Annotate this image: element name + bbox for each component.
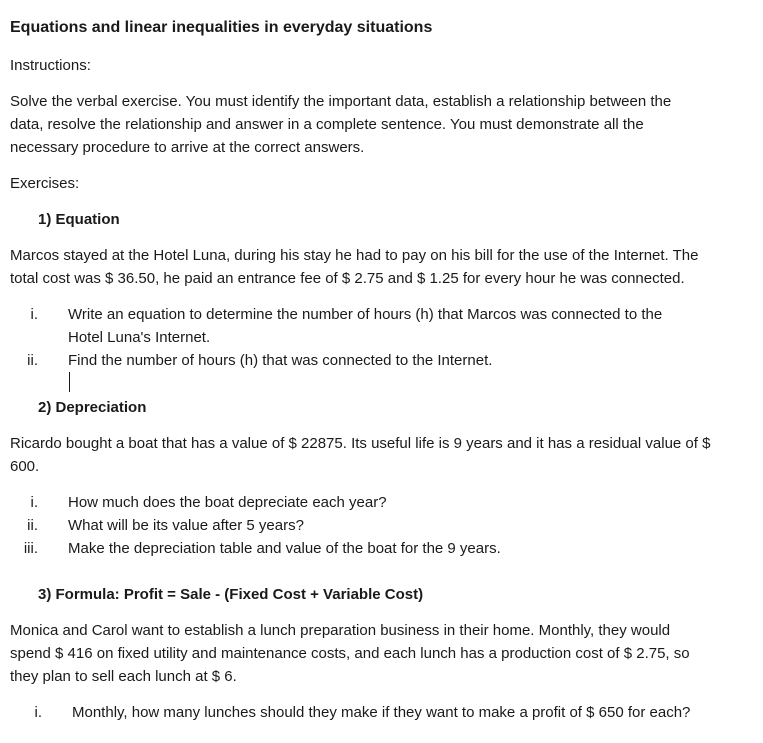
instructions-line-3: necessary procedure to arrive at the correct answers. xyxy=(10,139,365,156)
exercise-2-item-3-number: iii. xyxy=(23,540,38,557)
exercise-1-item-1-line-1: Write an equation to determine the number of hours (h) that Marcos was connected to the xyxy=(68,306,663,323)
exercise-1-item-2-line-1: Find the number of hours (h) that was connected to the Internet. xyxy=(68,352,493,369)
exercises-label: Exercises: xyxy=(10,175,80,192)
exercise-1-text-line-2: total cost was $ 36.50, he paid an entrance fee of $ 2.75 and $ 1.25 for every hour he was connected. xyxy=(10,270,685,287)
document-title: Equations and linear inequalities in everyday situations xyxy=(10,19,433,36)
exercise-3-text-line-2: spend $ 416 on fixed utility and maintenance costs, and each lunch has a production cost of $ 2.75, so xyxy=(10,645,690,662)
exercise-2-heading: 2) Depreciation xyxy=(38,399,147,416)
exercise-1-item-2-number: ii. xyxy=(27,352,38,369)
exercise-1-text-line-1: Marcos stayed at the Hotel Luna, during his stay he had to pay on his bill for the use of the Internet. The xyxy=(10,247,699,264)
exercise-3-item-1-line-1: Monthly, how many lunches should they make if they want to make a profit of $ 650 for each? xyxy=(72,704,691,721)
exercise-2-item-3-line-1: Make the depreciation table and value of the boat for the 9 years. xyxy=(68,540,501,557)
exercise-1-item-1-number: i. xyxy=(30,306,38,323)
exercise-2-text-line-1: Ricardo bought a boat that has a value of $ 22875. Its useful life is 9 years and it has a residual value of $ xyxy=(10,435,711,452)
exercise-1-item-1-line-2: Hotel Luna's Internet. xyxy=(68,329,211,346)
text-cursor xyxy=(69,372,70,392)
exercise-2-item-1-line-1: How much does the boat depreciate each year? xyxy=(68,494,387,511)
exercise-3-text-line-1: Monica and Carol want to establish a lunch preparation business in their home. Monthly, they would xyxy=(10,622,671,639)
exercise-2-item-1-number: i. xyxy=(30,494,38,511)
exercise-3-heading: 3) Formula: Profit = Sale - (Fixed Cost + Variable Cost) xyxy=(38,586,424,603)
exercise-2-item-2-line-1: What will be its value after 5 years? xyxy=(68,517,304,534)
instructions-line-1: Solve the verbal exercise. You must identify the important data, establish a relationship between the xyxy=(10,93,672,110)
exercise-1-heading: 1) Equation xyxy=(38,211,120,228)
exercise-2-item-2-number: ii. xyxy=(27,517,38,534)
exercise-2-text-line-2: 600. xyxy=(10,458,40,475)
instructions-line-2: data, resolve the relationship and answer in a complete sentence. You must demonstrate all the xyxy=(10,116,644,133)
instructions-label: Instructions: xyxy=(10,57,91,74)
exercise-3-text-line-3: they plan to sell each lunch at $ 6. xyxy=(10,668,237,685)
exercise-3-item-1-number: i. xyxy=(34,704,42,721)
